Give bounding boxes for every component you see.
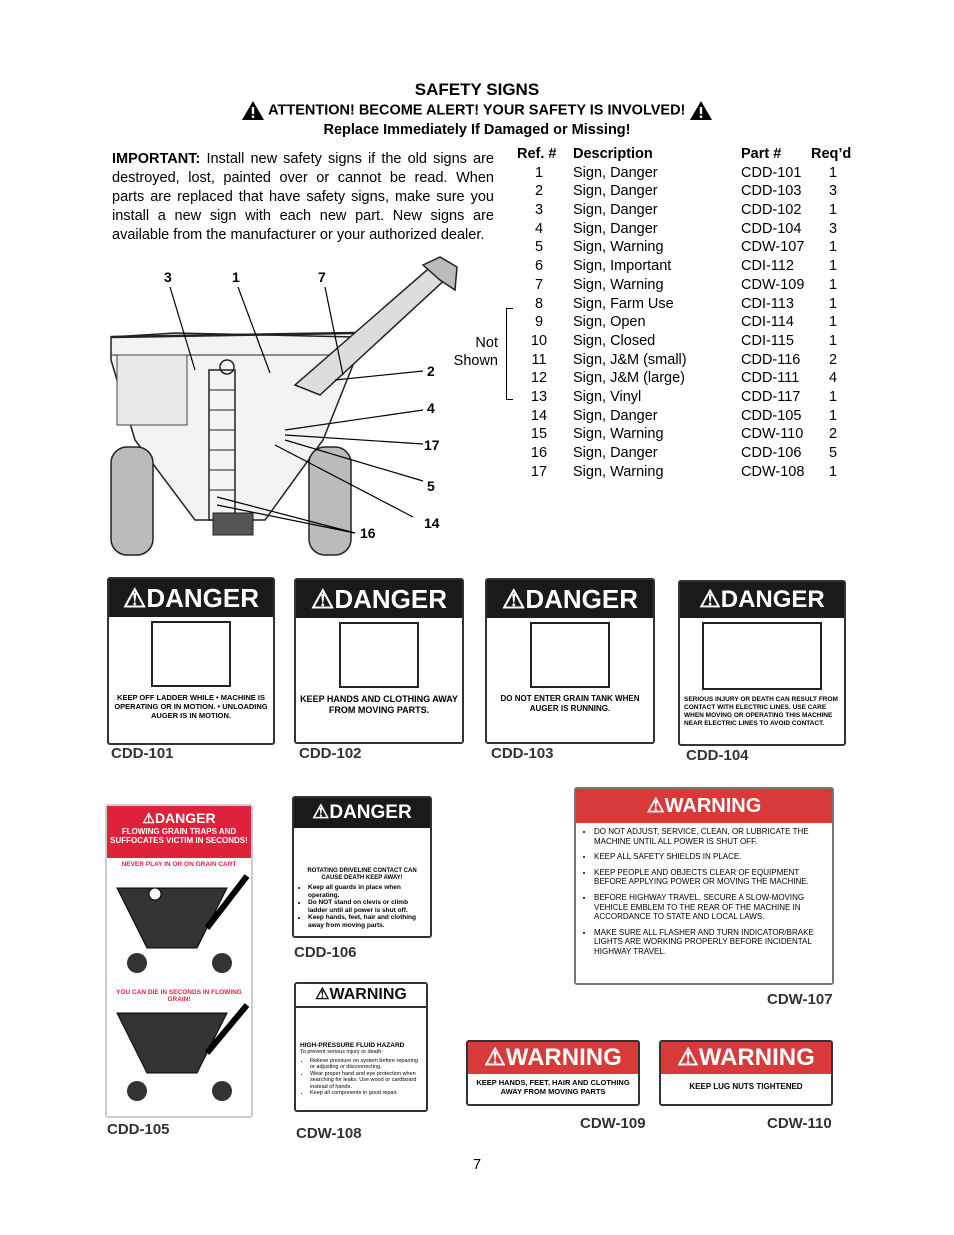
list-item: • Wear proper hand and eye protection when searching for leaks. Use wood or cardboard instead of hands. bbox=[310, 1071, 422, 1091]
cell-part: CDI-112 bbox=[741, 258, 794, 275]
cell-req: 5 bbox=[828, 445, 838, 461]
sign-label: CDW-110 bbox=[767, 1115, 832, 1132]
cell-part: CDD-111 bbox=[741, 370, 800, 387]
cell-ref: 8 bbox=[534, 295, 544, 312]
grain-tank-hazard-icon bbox=[530, 622, 610, 688]
cell-part: CDI-114 bbox=[741, 314, 794, 331]
cell-ref: 17 bbox=[530, 463, 548, 480]
sign-cdd-104 bbox=[678, 580, 846, 746]
sign-label: CDD-102 bbox=[299, 745, 362, 762]
auger-hands-icon bbox=[339, 622, 419, 688]
grain-cart-illustration bbox=[105, 255, 460, 560]
cell-part: CDD-103 bbox=[741, 183, 802, 200]
callout-1: 1 bbox=[232, 269, 240, 285]
cell-desc: Sign, Farm Use bbox=[573, 295, 674, 312]
cell-ref: 1 bbox=[534, 164, 544, 181]
sign-text: NEVER PLAY IN OR ON GRAIN CART bbox=[121, 861, 237, 868]
sign-bullet-list bbox=[310, 1058, 422, 1097]
driveline-hazard-icon bbox=[327, 832, 397, 864]
danger-triangle-icon: ⚠ bbox=[699, 586, 721, 613]
attention-text: ATTENTION! BECOME ALERT! YOUR SAFETY IS INVOLVED! bbox=[268, 102, 686, 119]
important-paragraph bbox=[112, 150, 494, 245]
callout-5: 5 bbox=[427, 478, 435, 494]
cell-req: 1 bbox=[828, 239, 838, 256]
cell-ref: 13 bbox=[530, 388, 548, 405]
sign-text: YOU CAN DIE IN SECONDS IN FLOWING GRAIN! bbox=[116, 989, 242, 1003]
sign-text: KEEP OFF LADDER WHILE • MACHINE IS OPERATING OR IN MOTION. • UNLOADING AUGER IS IN MOTION. bbox=[114, 693, 268, 720]
cell-desc: Sign, Warning bbox=[573, 239, 664, 256]
cell-req: 1 bbox=[828, 295, 838, 312]
sign-bullet-list bbox=[594, 827, 828, 957]
cell-ref: 3 bbox=[534, 202, 544, 219]
sign-cdd-105 bbox=[105, 804, 253, 1118]
cell-req: 1 bbox=[828, 164, 838, 181]
sign-red-header bbox=[107, 806, 251, 858]
sign-text: ROTATING DRIVELINE CONTACT CAN CAUSE DEATH KEEP AWAY! bbox=[307, 868, 417, 881]
grain-cart-suffocation-icon bbox=[107, 868, 251, 980]
cell-ref: 2 bbox=[534, 183, 544, 200]
cell-ref: 16 bbox=[530, 445, 548, 461]
cell-part: CDD-117 bbox=[741, 388, 801, 405]
cell-req: 1 bbox=[828, 332, 838, 349]
sign-label: CDW-108 bbox=[296, 1125, 362, 1142]
cell-req: 1 bbox=[828, 314, 838, 331]
cell-req: 1 bbox=[828, 258, 838, 275]
cell-ref: 12 bbox=[530, 370, 548, 387]
sign-header-text: DANGER bbox=[525, 584, 638, 614]
sign-cdd-106 bbox=[292, 796, 432, 938]
sign-label: CDD-106 bbox=[294, 944, 357, 961]
cell-part: CDI-113 bbox=[741, 295, 794, 312]
replace-notice: Replace Immediately If Damaged or Missing! bbox=[323, 122, 631, 138]
list-item: • KEEP PEOPLE AND OBJECTS CLEAR OF EQUIPMENT BEFORE APPLYING POWER OR MOVING THE MACHINE. bbox=[594, 868, 828, 887]
list-item: • Keep hands, feet, hair and clothing away from moving parts. bbox=[308, 914, 426, 929]
sign-cdw-107 bbox=[574, 787, 834, 985]
sign-header-text: DANGER bbox=[334, 584, 447, 614]
ladder-hazard-icon bbox=[151, 621, 231, 687]
sign-text: KEEP HANDS AND CLOTHING AWAY FROM MOVING PARTS. bbox=[300, 694, 458, 715]
col-desc: Description bbox=[573, 146, 653, 162]
sign-header-text: WARNING bbox=[698, 1044, 815, 1071]
sign-header-text: DANGER bbox=[720, 586, 825, 613]
cell-part: CDW-107 bbox=[741, 239, 805, 256]
grain-cart-burial-icon bbox=[107, 1003, 251, 1111]
cell-req: 1 bbox=[828, 276, 838, 293]
sign-cdw-110 bbox=[659, 1040, 833, 1106]
cell-req: 1 bbox=[828, 463, 838, 480]
warning-triangle-icon: ⚠ bbox=[484, 1044, 506, 1071]
cell-desc: Sign, Vinyl bbox=[573, 388, 642, 405]
callout-17: 17 bbox=[424, 437, 440, 453]
cell-part: CDD-116 bbox=[741, 351, 801, 368]
sign-label: CDD-103 bbox=[491, 745, 554, 762]
list-item: • Keep all guards in place when operating. bbox=[308, 884, 426, 899]
cell-part: CDD-101 bbox=[741, 164, 802, 181]
cell-desc: Sign, Open bbox=[573, 314, 646, 331]
list-item: • Do NOT stand on clevis or climb ladder until all power is shut off. bbox=[308, 899, 426, 914]
list-item: • KEEP ALL SAFETY SHIELDS IN PLACE. bbox=[594, 852, 828, 862]
sign-label: CDD-104 bbox=[686, 747, 749, 764]
col-req: Req’d bbox=[811, 146, 852, 162]
list-item: • Relieve pressure on system before repairing or adjusting or disconnecting. bbox=[310, 1058, 422, 1071]
list-item: • MAKE SURE ALL FLASHER AND TURN INDICATOR/BRAKE LIGHTS ARE WORKING PROPERLY BEFORE INCIDENTAL HIGHWAY TRAVEL. bbox=[594, 928, 828, 957]
cell-req: 2 bbox=[828, 426, 838, 443]
sign-header-text: DANGER bbox=[154, 810, 216, 826]
attention-line bbox=[0, 100, 954, 121]
sign-label: CDD-105 bbox=[107, 1121, 170, 1138]
danger-triangle-icon: ⚠ bbox=[142, 810, 155, 826]
warning-triangle-icon: ⚠ bbox=[646, 795, 665, 817]
sign-text: KEEP LUG NUTS TIGHTENED bbox=[689, 1082, 803, 1091]
sign-subtext: To prevent serious injury or death: bbox=[300, 1049, 383, 1055]
sign-header-text: WARNING bbox=[664, 795, 762, 817]
cell-desc: Sign, Danger bbox=[573, 164, 658, 181]
cell-ref: 7 bbox=[534, 276, 544, 293]
sign-label: CDW-107 bbox=[767, 991, 833, 1008]
cell-part: CDW-109 bbox=[741, 276, 805, 293]
cell-desc: Sign, Danger bbox=[573, 202, 658, 219]
list-item: • Keep all components in good repair. bbox=[310, 1090, 422, 1097]
cell-desc: Sign, Closed bbox=[573, 332, 656, 349]
sign-cdw-109 bbox=[466, 1040, 640, 1106]
page-number: 7 bbox=[472, 1157, 482, 1173]
cell-ref: 9 bbox=[534, 314, 544, 331]
sign-header-text: DANGER bbox=[146, 583, 259, 613]
sign-header-text: WARNING bbox=[329, 986, 407, 1003]
sign-text: SERIOUS INJURY OR DEATH CAN RESULT FROM CONTACT WITH ELECTRIC LINES. USE CARE WHEN MOVING OR OPERATING THIS MACHINE NEAR ELECTRIC LINES TO AVOID CONTACT. bbox=[684, 696, 838, 727]
not-shown-bracket bbox=[506, 308, 513, 400]
callout-7: 7 bbox=[318, 269, 326, 285]
cell-desc: Sign, Danger bbox=[573, 220, 658, 237]
warning-triangle-icon bbox=[241, 100, 265, 121]
cell-desc: Sign, Warning bbox=[573, 463, 664, 480]
danger-triangle-icon: ⚠ bbox=[502, 584, 526, 614]
page-title: SAFETY SIGNS bbox=[414, 80, 540, 99]
cell-part: CDD-106 bbox=[741, 445, 802, 461]
sign-text: HIGH-PRESSURE FLUID HAZARD bbox=[300, 1042, 405, 1049]
important-label: IMPORTANT: bbox=[112, 151, 201, 167]
cell-desc: Sign, Warning bbox=[573, 426, 664, 443]
cell-req: 3 bbox=[828, 183, 838, 200]
cell-part: CDW-108 bbox=[741, 463, 805, 480]
callout-16: 16 bbox=[360, 525, 376, 541]
cell-req: 2 bbox=[828, 351, 838, 368]
cell-req: 1 bbox=[828, 202, 838, 219]
electric-line-hazard-icon bbox=[702, 622, 822, 690]
cell-part: CDD-102 bbox=[741, 202, 802, 219]
sign-cdw-108 bbox=[294, 982, 428, 1112]
cell-ref: 5 bbox=[534, 239, 544, 256]
sign-label: CDW-109 bbox=[580, 1115, 646, 1132]
col-part: Part # bbox=[741, 146, 782, 162]
sign-header-text: WARNING bbox=[505, 1044, 622, 1071]
sign-cdd-101 bbox=[107, 577, 275, 745]
sign-header-text: DANGER bbox=[329, 802, 412, 823]
cell-desc: Sign, Danger bbox=[573, 407, 658, 424]
callout-14: 14 bbox=[424, 515, 440, 531]
cell-desc: Sign, J&M (small) bbox=[573, 351, 687, 368]
cell-ref: 6 bbox=[534, 258, 544, 275]
warning-triangle-icon: ⚠ bbox=[315, 986, 330, 1003]
list-item: • BEFORE HIGHWAY TRAVEL, SECURE A SLOW-MOVING VEHICLE EMBLEM TO THE REAR OF THE MACHINE IN ACCORDANCE TO STATE AND LOCAL LAWS. bbox=[594, 893, 828, 922]
sign-header-subtext: FLOWING GRAIN TRAPS AND SUFFOCATES VICTIM IN SECONDS! bbox=[110, 827, 248, 845]
cell-part: CDD-104 bbox=[741, 220, 802, 237]
cell-desc: Sign, Important bbox=[573, 258, 672, 275]
cell-req: 4 bbox=[828, 370, 838, 387]
danger-triangle-icon: ⚠ bbox=[312, 802, 330, 823]
danger-triangle-icon: ⚠ bbox=[311, 584, 335, 614]
cell-req: 3 bbox=[828, 220, 838, 237]
cell-ref: 14 bbox=[530, 407, 548, 424]
danger-triangle-icon: ⚠ bbox=[123, 583, 147, 613]
callout-2: 2 bbox=[427, 363, 435, 379]
cell-part: CDW-110 bbox=[741, 426, 804, 443]
sign-cdd-102 bbox=[294, 578, 464, 744]
cell-part: CDD-105 bbox=[741, 407, 802, 424]
col-ref: Ref. # bbox=[517, 146, 557, 162]
sign-cdd-103 bbox=[485, 578, 655, 744]
not-shown-line1: Not bbox=[475, 335, 498, 351]
cell-req: 1 bbox=[828, 407, 838, 424]
cell-desc: Sign, Danger bbox=[573, 183, 658, 200]
cell-ref: 10 bbox=[530, 332, 548, 349]
list-item: • DO NOT ADJUST, SERVICE, CLEAN, OR LUBRICATE THE MACHINE UNTIL ALL POWER IS SHUT OFF. bbox=[594, 827, 828, 846]
fluid-hazard-icon bbox=[311, 1012, 411, 1038]
cell-ref: 15 bbox=[530, 426, 548, 443]
cell-desc: Sign, Danger bbox=[573, 445, 658, 461]
cell-desc: Sign, J&M (large) bbox=[573, 370, 686, 387]
important-text: Install new safety signs if the old signs are destroyed, lost, painted over or cannot be read. When parts are replaced that have safety signs, make sure you install a new sign with each new part. New signs are available from the manufacturer or your authorized dealer. bbox=[112, 151, 494, 243]
cell-desc: Sign, Warning bbox=[573, 276, 664, 293]
callout-4: 4 bbox=[427, 400, 435, 416]
cell-ref: 11 bbox=[531, 351, 547, 368]
callout-3: 3 bbox=[164, 269, 172, 285]
not-shown-line2: Shown bbox=[453, 353, 498, 369]
cell-ref: 4 bbox=[534, 220, 544, 237]
warning-triangle-icon bbox=[689, 100, 713, 121]
sign-label: CDD-101 bbox=[111, 745, 174, 762]
sign-bullet-list bbox=[308, 884, 426, 929]
cell-part: CDI-115 bbox=[741, 332, 794, 349]
sign-text: KEEP HANDS, FEET, HAIR AND CLOTHING AWAY FROM MOVING PARTS bbox=[476, 1078, 630, 1096]
warning-triangle-icon: ⚠ bbox=[677, 1044, 699, 1071]
cell-req: 1 bbox=[828, 388, 838, 405]
sign-text: DO NOT ENTER GRAIN TANK WHEN AUGER IS RUNNING. bbox=[500, 694, 640, 713]
